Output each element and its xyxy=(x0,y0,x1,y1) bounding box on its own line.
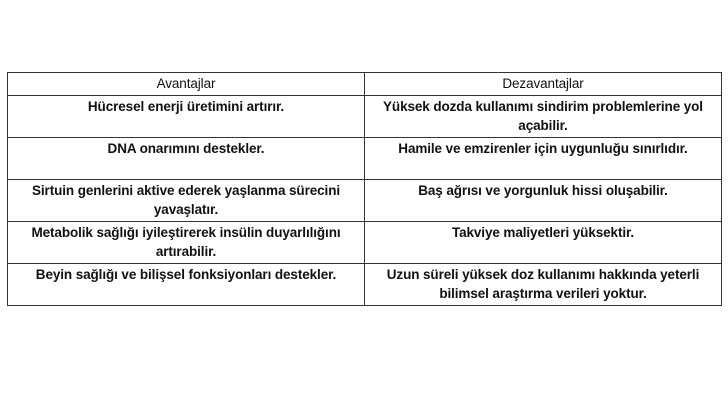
header-advantages: Avantajlar xyxy=(8,73,365,96)
comparison-table xyxy=(7,72,722,306)
advantage-cell: Sirtuin genlerini aktive ederek yaşlanma sürecini yavaşlatır. xyxy=(8,180,365,222)
comparison-table-container xyxy=(7,72,721,306)
advantage-cell: Metabolik sağlığı iyileştirerek insülin duyarlılığını artırabilir. xyxy=(8,222,365,264)
disadvantage-cell: Yüksek dozda kullanımı sindirim problemlerine yol açabilir. xyxy=(365,96,722,138)
disadvantage-cell: Baş ağrısı ve yorgunluk hissi oluşabilir. xyxy=(365,180,722,222)
table-row xyxy=(8,264,722,306)
table-row xyxy=(8,96,722,138)
disadvantage-cell: Hamile ve emzirenler için uygunluğu sınırlıdır. xyxy=(365,138,722,180)
disadvantage-cell: Uzun süreli yüksek doz kullanımı hakkında yeterli bilimsel araştırma verileri yoktur. xyxy=(365,264,722,306)
advantage-cell: Beyin sağlığı ve bilişsel fonksiyonları destekler. xyxy=(8,264,365,306)
advantage-cell: Hücresel enerji üretimini artırır. xyxy=(8,96,365,138)
table-row xyxy=(8,222,722,264)
table-row xyxy=(8,180,722,222)
advantage-cell: DNA onarımını destekler. xyxy=(8,138,365,180)
header-disadvantages: Dezavantajlar xyxy=(365,73,722,96)
table-header-row xyxy=(8,73,722,96)
table-row xyxy=(8,138,722,180)
disadvantage-cell: Takviye maliyetleri yüksektir. xyxy=(365,222,722,264)
